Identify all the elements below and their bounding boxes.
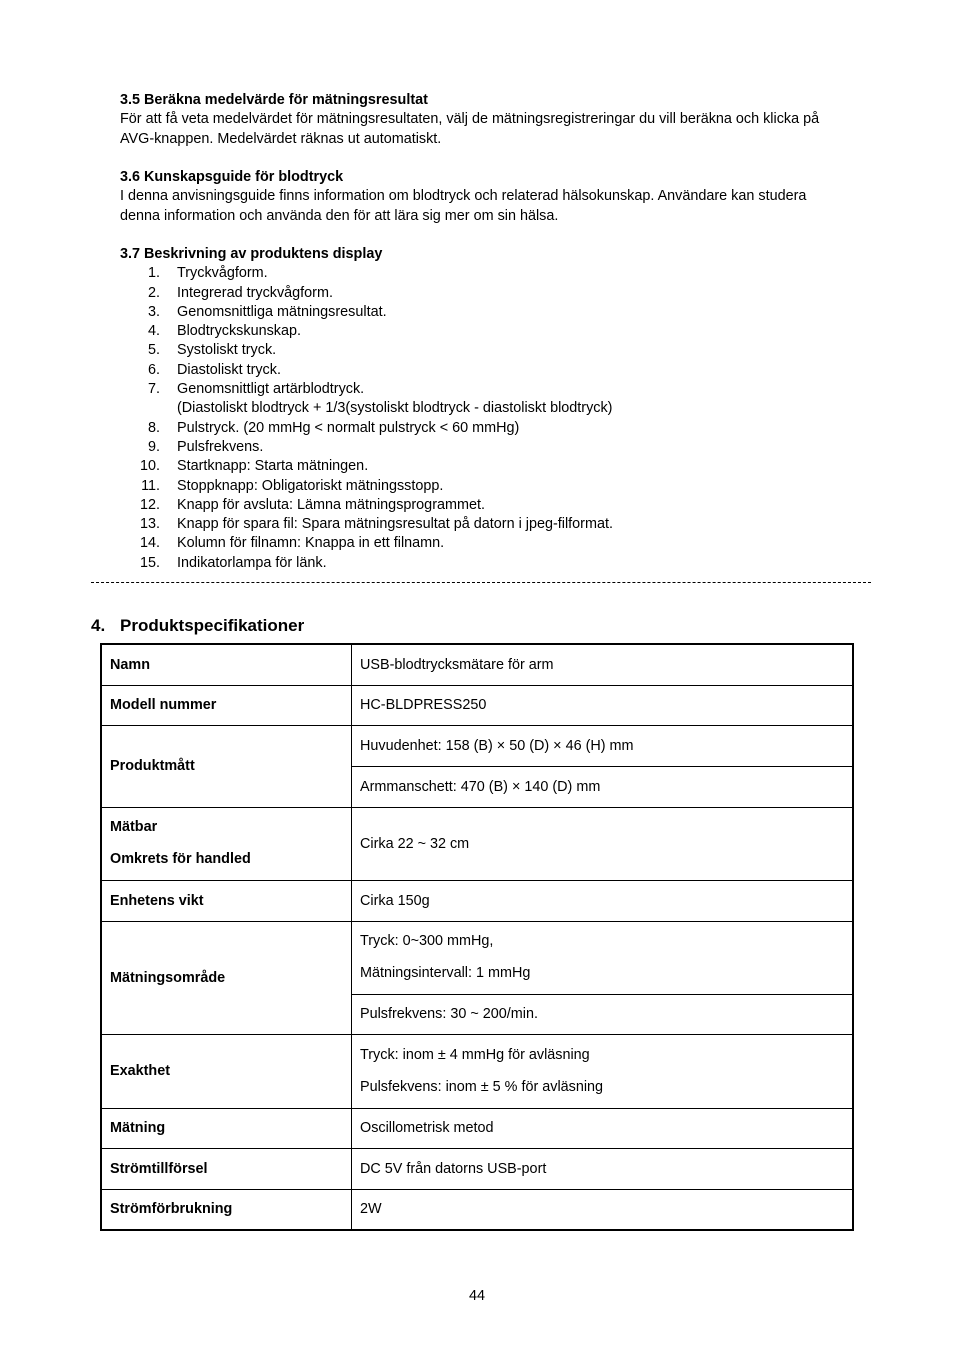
- list-item-text: Genomsnittligt artärblodtryck.: [177, 381, 365, 398]
- table-row: [101, 1148, 853, 1189]
- list-item-number: 15.: [139, 554, 160, 571]
- list-item-text-continued: (Diastoliskt blodtryck + 1/3(systoliskt blodtryck - diastoliskt blodtryck): [177, 400, 613, 417]
- list-item-number: 12.: [139, 496, 160, 513]
- spec-key: Enhetens vikt: [101, 880, 352, 921]
- list-item-number: 11.: [141, 477, 160, 494]
- spec-value: [352, 921, 854, 994]
- list-item-number: 13.: [139, 516, 160, 533]
- list-item-text: Stoppknapp: Obligatoriskt mätningsstopp.: [177, 477, 444, 494]
- table-row: [101, 921, 853, 994]
- spec-key: Mätning: [101, 1108, 352, 1148]
- list-item-text: Integrerad tryckvågform.: [177, 284, 333, 301]
- spec-value: Armmanschett: 470 (B) × 140 (D) mm: [352, 766, 854, 807]
- spec-key-line: Omkrets för handled: [110, 851, 251, 867]
- section-heading: 3.5 Beräkna medelvärde för mätningsresultat: [120, 92, 428, 108]
- list-item-text: Indikatorlampa för länk.: [177, 554, 327, 571]
- spec-key: Mätningsområde: [101, 921, 352, 1034]
- section-body: I denna anvisningsguide finns information om blodtryck och relaterad hälsokunskap. Användare kan studera denna information och använda den för att lära sig mer om sin hälsa.: [120, 188, 807, 224]
- list-item-text: Systoliskt tryck.: [177, 342, 277, 359]
- list-item-number: 7.: [147, 381, 160, 398]
- list-item: [120, 380, 840, 419]
- list-item: [120, 264, 840, 283]
- dashed-divider: [91, 582, 871, 583]
- list-item: [120, 534, 840, 553]
- section-heading: 3.6 Kunskapsguide för blodtryck: [120, 169, 344, 185]
- spec-value-line: Tryck: 0~300 mmHg,: [360, 933, 494, 949]
- spec-key: Strömtillförsel: [101, 1148, 352, 1189]
- spec-value: Oscillometrisk metod: [352, 1108, 854, 1148]
- display-items-list: [120, 264, 840, 573]
- spec-value-line: Mätningsintervall: 1 mmHg: [360, 965, 531, 981]
- spec-value: [352, 1034, 854, 1108]
- spec-value: Huvudenhet: 158 (B) × 50 (D) × 46 (H) mm: [352, 725, 854, 766]
- table-row: [101, 1108, 853, 1148]
- section-title: Produktspecifikationer: [120, 616, 305, 635]
- spec-value-line: Pulsfekvens: inom ± 5 % för avläsning: [360, 1078, 604, 1095]
- list-item-text: Kolumn för filnamn: Knappa in ett filnamn.: [177, 535, 445, 552]
- list-item-number: 10.: [139, 458, 160, 475]
- list-item-text: Knapp för spara fil: Spara mätningsresultat på datorn i jpeg-filformat.: [177, 516, 613, 533]
- list-item-number: 5.: [147, 342, 160, 359]
- section-body: För att få veta medelvärdet för mätningsresultaten, välj de mätningsregistreringar du vill beräkna och klicka på AVG-knappen. Medelvärdet räknas ut automatiskt.: [120, 111, 820, 147]
- spec-value: USB-blodtrycksmätare för arm: [352, 644, 854, 685]
- list-item-text: Pulsfrekvens.: [177, 438, 264, 455]
- table-row: [101, 880, 853, 921]
- list-item: [120, 515, 840, 534]
- list-item-text: Diastoliskt tryck.: [177, 361, 281, 378]
- list-item-number: 6.: [147, 361, 160, 378]
- list-item: [120, 361, 840, 380]
- list-item-number: 9.: [147, 438, 160, 455]
- list-item-number: 14.: [139, 535, 160, 552]
- spec-value: Pulsfrekvens: 30 ~ 200/min.: [352, 994, 854, 1034]
- spec-value: 2W: [352, 1189, 854, 1230]
- section-3-7: [120, 245, 840, 573]
- spec-key: Exakthet: [101, 1034, 352, 1108]
- list-item: [120, 554, 840, 573]
- table-row: [101, 1189, 853, 1230]
- list-item: [120, 477, 840, 496]
- section-3-6: [120, 168, 840, 226]
- list-item-number: 8.: [147, 419, 160, 436]
- list-item: [120, 496, 840, 515]
- table-row: [101, 685, 853, 725]
- list-item: [120, 438, 840, 457]
- list-item-number: 1.: [147, 265, 160, 282]
- list-item-text: Startknapp: Starta mätningen.: [177, 458, 369, 475]
- list-item-text: Tryckvågform.: [177, 265, 268, 282]
- spec-key: Modell nummer: [101, 685, 352, 725]
- spec-value: DC 5V från datorns USB-port: [352, 1148, 854, 1189]
- list-item: [120, 303, 840, 322]
- spec-key: Produktmått: [101, 725, 352, 807]
- list-item-number: 2.: [147, 284, 160, 301]
- spec-table: [100, 643, 854, 1231]
- spec-key: [101, 807, 352, 880]
- table-row: [101, 1034, 853, 1108]
- list-item-text: Blodtryckskunskap.: [177, 323, 301, 340]
- list-item-number: 3.: [147, 303, 160, 320]
- section-number: 4.: [91, 616, 106, 635]
- list-item-text: Pulstryck. (20 mmHg < normalt pulstryck < 60 mmHg): [177, 419, 520, 436]
- list-item-number: 4.: [147, 323, 160, 340]
- list-item: [120, 284, 840, 303]
- table-row: [101, 725, 853, 766]
- spec-value: HC-BLDPRESS250: [352, 685, 854, 725]
- spec-value: Cirka 22 ~ 32 cm: [352, 807, 854, 880]
- table-row: [101, 807, 853, 880]
- list-item: [120, 341, 840, 360]
- table-row: [101, 644, 853, 685]
- spec-key: Strömförbrukning: [101, 1189, 352, 1230]
- section-heading: 3.7 Beskrivning av produktens display: [120, 246, 383, 262]
- spec-key: Namn: [101, 644, 352, 685]
- spec-value-line: Tryck: inom ± 4 mmHg för avläsning: [360, 1046, 590, 1063]
- section-3-5: [120, 91, 840, 149]
- list-item: [120, 457, 840, 476]
- list-item-text: Knapp för avsluta: Lämna mätningsprogrammet.: [177, 496, 485, 513]
- list-item: [120, 419, 840, 438]
- spec-value: Cirka 150g: [352, 880, 854, 921]
- list-item-text: Genomsnittliga mätningsresultat.: [177, 303, 387, 320]
- section-4-title: [91, 616, 304, 636]
- spec-key-line: Mätbar: [110, 819, 158, 835]
- page-number: 44: [468, 1288, 485, 1304]
- list-item: [120, 322, 840, 341]
